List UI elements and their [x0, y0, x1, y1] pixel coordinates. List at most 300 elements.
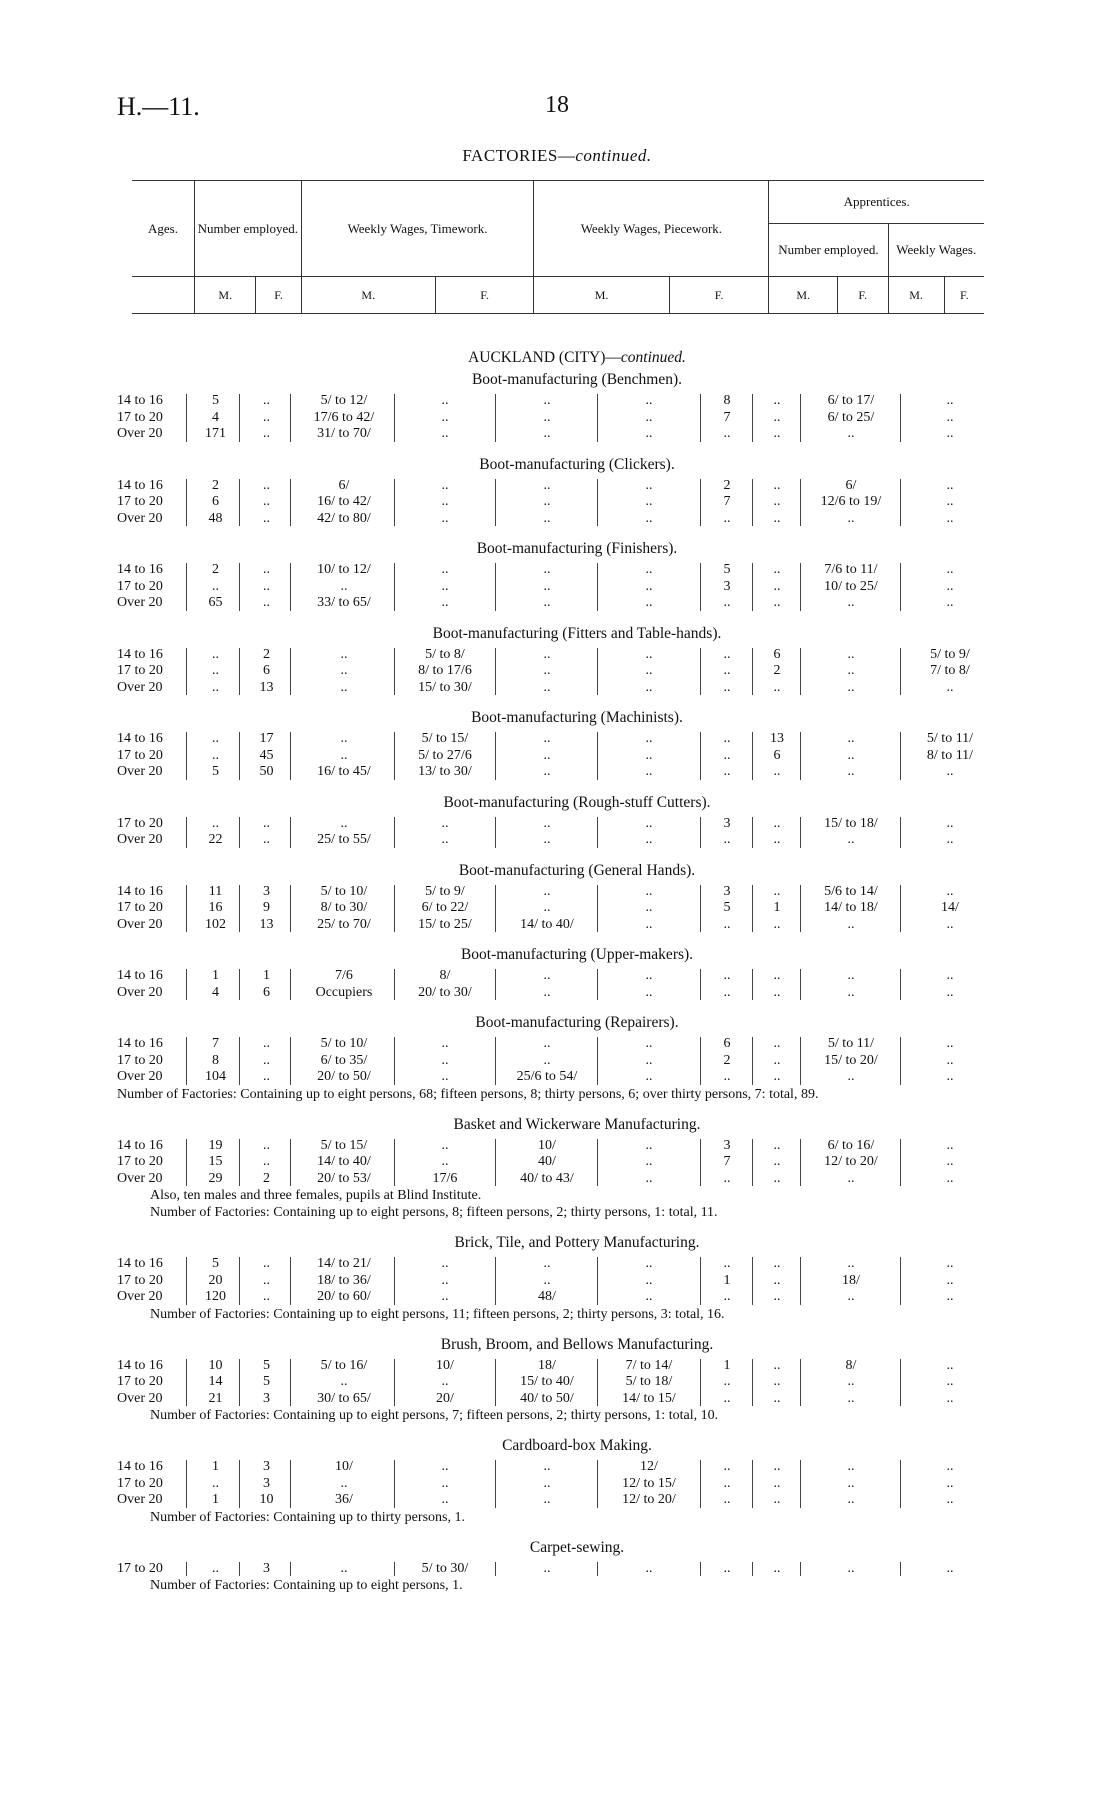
appr-number-m-cell: .. — [723, 832, 731, 847]
column-rule — [900, 732, 901, 780]
f-header: F. — [435, 277, 534, 314]
number-m-cell: .. — [212, 663, 219, 678]
appr-number-f-cell: .. — [773, 1272, 781, 1288]
appr-number-m-cell: .. — [723, 731, 731, 746]
table-row — [0, 511, 1114, 528]
age-cell: 17 to 20 — [117, 1272, 163, 1288]
column-rule — [700, 817, 701, 848]
m-header: M. — [769, 277, 838, 314]
section-note: Number of Factories: Containing up to thirty persons, 1. — [150, 1509, 465, 1525]
timework-f-cell: .. — [441, 595, 449, 610]
age-cell: Over 20 — [117, 764, 163, 779]
piecework-f-cell: .. — [645, 1170, 653, 1186]
timework-m-cell: .. — [340, 1475, 348, 1491]
piecework-f-cell: .. — [645, 578, 653, 594]
number-f-cell: .. — [263, 1052, 270, 1068]
appr-wages-f-cell: 14/ — [941, 900, 959, 915]
appr-number-m-cell: 7 — [723, 1154, 731, 1169]
timework-m-cell: .. — [340, 1374, 348, 1389]
piecework-m-cell: .. — [543, 815, 551, 831]
section — [0, 1115, 1114, 1222]
piecework-f-cell: .. — [645, 409, 653, 425]
section-note: Number of Factories: Containing up to eight persons, 11; fifteen persons, 2; thirty persons, 3: total, 16. — [150, 1306, 725, 1322]
m-header: M. — [301, 277, 435, 314]
appr-wages-f-cell: .. — [946, 764, 954, 779]
column-rule — [700, 1359, 701, 1407]
appr-number-m-cell: .. — [723, 646, 731, 662]
number-f-cell: 5 — [263, 1374, 270, 1389]
piecework-m-cell: .. — [543, 494, 551, 509]
section — [0, 455, 1114, 528]
column-rule — [394, 1139, 395, 1187]
age-cell: 17 to 20 — [117, 747, 163, 763]
piecework-f-cell: .. — [645, 426, 653, 441]
appr-wages-f-cell: .. — [946, 984, 954, 1000]
piecework-m-cell: .. — [543, 1459, 551, 1474]
section — [0, 1436, 1114, 1526]
section-title: Boot-manufacturing (Upper-makers). — [460, 946, 694, 963]
appr-number-f-cell: .. — [773, 832, 781, 847]
column-rule — [800, 479, 801, 527]
number-f-cell: 50 — [259, 764, 274, 779]
appr-number-f-cell: .. — [773, 1560, 781, 1576]
timework-f-cell: 13/ to 30/ — [418, 764, 472, 779]
appr-wages-f-cell: .. — [946, 562, 954, 577]
timework-m-cell: 5/ to 12/ — [320, 393, 368, 408]
table-row — [0, 1561, 1114, 1578]
column-rule — [900, 885, 901, 933]
age-cell: 17 to 20 — [117, 663, 163, 678]
column-rule — [239, 817, 240, 848]
appr-wages-f-cell: .. — [946, 679, 954, 695]
document-id: H.—11. — [117, 92, 200, 121]
timework-f-cell: 10/ — [436, 1357, 454, 1373]
piecework-m-cell: .. — [543, 832, 551, 847]
table-row — [0, 647, 1114, 664]
table-row — [0, 1154, 1114, 1171]
piecework-f-cell: .. — [645, 646, 653, 662]
appr-number-f-cell: .. — [773, 1390, 781, 1406]
column-rule — [800, 885, 801, 933]
timework-m-cell: 14/ to 21/ — [317, 1256, 371, 1271]
number-m-cell: 48 — [208, 510, 223, 526]
number-m-cell: .. — [212, 679, 219, 695]
column-rule — [597, 732, 598, 780]
appr-number-f-cell: 6 — [773, 646, 781, 662]
appr-wages-m-cell: .. — [847, 1256, 855, 1271]
appr-wages-m-cell: .. — [847, 1289, 855, 1304]
section — [0, 348, 1114, 368]
timework-m-cell: 5/ to 15/ — [320, 1137, 368, 1153]
piecework-f-cell: .. — [645, 663, 653, 678]
piecework-m-cell: 40/ to 43/ — [520, 1170, 574, 1186]
appr-number-m-cell: 5 — [723, 900, 731, 915]
table-row — [0, 985, 1114, 1002]
number-f-cell: .. — [263, 510, 270, 526]
number-f-cell: .. — [263, 477, 270, 493]
number-f-cell: .. — [263, 1137, 270, 1153]
section — [0, 624, 1114, 697]
appr-wages-m-cell: 10/ to 25/ — [824, 578, 878, 594]
piecework-m-cell: .. — [543, 747, 551, 763]
timework-f-cell: 5/ to 27/6 — [418, 747, 472, 763]
column-rule — [239, 1139, 240, 1187]
number-f-cell: 45 — [259, 747, 274, 763]
appr-wages-f-cell: .. — [946, 477, 954, 493]
piecework-m-cell: .. — [543, 595, 551, 610]
number-m-cell: .. — [212, 578, 219, 594]
piecework-m-cell: .. — [543, 562, 551, 577]
appr-wages-f-cell: .. — [946, 968, 954, 983]
column-rule — [495, 1359, 496, 1407]
appr-number-m-cell: .. — [723, 663, 731, 678]
column-rule — [800, 648, 801, 696]
column-rule — [394, 648, 395, 696]
timework-f-cell: .. — [441, 494, 449, 509]
age-cell: Over 20 — [117, 595, 163, 610]
number-f-cell: .. — [263, 815, 270, 831]
timework-m-cell: 5/ to 10/ — [320, 1036, 368, 1051]
appr-number-f-cell: .. — [773, 595, 781, 610]
column-rule — [394, 479, 395, 527]
section-rows — [0, 1138, 1114, 1188]
section — [0, 708, 1114, 781]
timework-f-cell: 15/ to 30/ — [418, 679, 472, 695]
timework-m-cell: 25/ to 70/ — [317, 916, 371, 932]
column-rule — [597, 885, 598, 933]
number-m-cell: 11 — [208, 883, 223, 899]
appr-wages-m-cell: 5/ to 11/ — [827, 1036, 875, 1051]
number-f-cell: .. — [263, 562, 270, 577]
appr-number-f-cell: .. — [773, 1459, 781, 1474]
section-title: Boot-manufacturing (Repairers). — [475, 1014, 679, 1031]
column-rule — [800, 732, 801, 780]
timework-m-cell: 14/ to 40/ — [317, 1154, 371, 1169]
column-rule — [597, 1139, 598, 1187]
appr-wages-f-cell: .. — [946, 1036, 954, 1051]
number-m-cell: 7 — [212, 1036, 219, 1051]
table-row — [0, 1053, 1114, 1070]
appr-number-f-cell: .. — [773, 510, 781, 526]
piecework-f-cell: .. — [645, 679, 653, 695]
number-f-cell: 3 — [263, 883, 270, 899]
column-rule — [800, 1562, 801, 1577]
timework-f-cell: 15/ to 25/ — [418, 916, 472, 932]
age-cell: 17 to 20 — [117, 1475, 163, 1491]
appr-wages-m-cell: .. — [847, 510, 855, 526]
appr-wages-m-cell: .. — [847, 968, 855, 983]
column-rule — [239, 1359, 240, 1407]
piecework-m-cell: 40/ to 50/ — [520, 1390, 574, 1406]
appr-number-m-cell: 3 — [723, 815, 731, 831]
number-m-cell: 5 — [212, 1256, 219, 1271]
column-rule — [239, 1460, 240, 1508]
column-rule — [752, 479, 753, 527]
appr-wages-f-cell: .. — [946, 578, 954, 594]
appr-wages-m-cell: 12/6 to 19/ — [820, 494, 882, 509]
column-rule — [752, 969, 753, 1000]
timework-f-cell: .. — [441, 426, 449, 441]
piecework-f-cell: 12/ — [640, 1459, 658, 1474]
column-rule — [495, 394, 496, 442]
column-rule — [900, 817, 901, 848]
appr-number-f-cell: .. — [773, 883, 781, 899]
ages-header: Ages. — [132, 181, 195, 277]
piecework-m-cell: .. — [543, 393, 551, 408]
appr-number-f-cell: .. — [773, 1357, 781, 1373]
column-rule — [700, 648, 701, 696]
piecework-m-cell: .. — [543, 1052, 551, 1068]
section — [0, 1335, 1114, 1425]
number-m-cell: 10 — [208, 1357, 223, 1373]
age-cell: Over 20 — [117, 510, 163, 526]
column-rule — [186, 1037, 187, 1085]
column-rule — [186, 969, 187, 1000]
piecework-m-cell: .. — [543, 477, 551, 493]
column-rule — [186, 1139, 187, 1187]
age-cell: Over 20 — [117, 1170, 163, 1186]
column-rule — [394, 1257, 395, 1305]
timework-m-cell: 6/ — [338, 477, 350, 493]
appr-number-f-cell: .. — [773, 578, 781, 594]
section-title: Boot-manufacturing (Fitters and Table-hands). — [432, 624, 722, 642]
appr-number-m-cell: .. — [723, 510, 731, 526]
timework-m-cell: .. — [340, 731, 348, 746]
age-cell: Over 20 — [117, 832, 163, 847]
timework-m-cell: 36/ — [335, 1492, 353, 1507]
appr-number-m-cell: .. — [723, 1069, 731, 1084]
timework-m-cell: 17/6 to 42/ — [313, 409, 375, 425]
f-header: F. — [256, 277, 301, 314]
appr-number-f-cell: .. — [773, 393, 781, 408]
timework-m-cell: 5/ to 10/ — [320, 883, 368, 899]
column-rule — [597, 969, 598, 1000]
appr-number-m-cell: .. — [723, 968, 731, 983]
timework-m-cell: 20/ to 53/ — [317, 1170, 371, 1186]
age-cell: 14 to 16 — [117, 1137, 163, 1153]
age-cell: 17 to 20 — [117, 815, 163, 831]
piecework-m-cell: .. — [543, 731, 551, 746]
column-rule — [800, 1460, 801, 1508]
timework-m-cell: 31/ to 70/ — [317, 426, 371, 441]
column-rule — [700, 563, 701, 611]
section-rows — [0, 884, 1114, 934]
appr-wages-f-cell: .. — [946, 1374, 954, 1389]
appr-wages-m-cell: .. — [847, 764, 855, 779]
column-rule — [239, 1257, 240, 1305]
piecework-m-cell: .. — [543, 679, 551, 695]
column-rule — [597, 648, 598, 696]
section-rows — [0, 968, 1114, 1001]
piecework-f-cell: 7/ to 14/ — [625, 1357, 673, 1373]
number-m-cell: 16 — [208, 900, 223, 915]
appr-wages-m-cell: 8/ — [845, 1357, 857, 1373]
timework-f-cell: .. — [441, 832, 449, 847]
appr-number-m-cell: 8 — [723, 393, 731, 408]
table-row — [0, 1273, 1114, 1290]
appr-number-f-cell: 2 — [773, 663, 781, 678]
column-rule — [495, 732, 496, 780]
piecework-f-cell: .. — [645, 747, 653, 763]
appr-number-f-cell: .. — [773, 916, 781, 932]
table-row — [0, 1459, 1114, 1476]
column-rule — [752, 563, 753, 611]
table-row — [0, 494, 1114, 511]
appr-wages-m-cell: .. — [847, 731, 855, 746]
column-rule — [239, 648, 240, 696]
piecework-m-cell: 48/ — [538, 1289, 556, 1304]
section-rows — [0, 647, 1114, 697]
appr-number-f-cell: .. — [773, 1052, 781, 1068]
column-rule — [900, 479, 901, 527]
section-note: Number of Factories: Containing up to eight persons, 68; fifteen persons, 8; thirty persons, 6; over thirty persons, 7: total, 89. — [117, 1086, 819, 1102]
piecework-f-cell: .. — [645, 1154, 653, 1169]
column-rule — [900, 1359, 901, 1407]
column-rule — [800, 817, 801, 848]
column-rule — [495, 1037, 496, 1085]
appr-wages-m-cell: .. — [847, 1170, 855, 1186]
column-rule — [700, 1257, 701, 1305]
appr-wages-m-cell: 15/ to 18/ — [824, 815, 878, 831]
column-rule — [597, 1460, 598, 1508]
appr-wages-m-cell: .. — [847, 426, 855, 441]
column-rule — [186, 885, 187, 933]
age-cell: 14 to 16 — [117, 1357, 163, 1373]
number-f-cell: .. — [263, 832, 270, 847]
section-rows — [0, 1036, 1114, 1086]
appr-number-m-cell: .. — [723, 595, 731, 610]
age-cell: 14 to 16 — [117, 1256, 163, 1271]
table-row — [0, 1391, 1114, 1408]
section-rows — [0, 1561, 1114, 1578]
appr-wages-m-cell: .. — [847, 1492, 855, 1507]
appr-number-m-cell: .. — [723, 1256, 731, 1271]
age-cell: 17 to 20 — [117, 1374, 163, 1389]
timework-f-cell: .. — [441, 815, 449, 831]
section-title: Boot-manufacturing (Clickers). — [479, 455, 675, 473]
column-rule — [752, 648, 753, 696]
timework-f-cell: 5/ to 8/ — [425, 646, 465, 662]
piecework-f-cell: .. — [645, 393, 653, 408]
number-f-cell: 17 — [259, 731, 274, 746]
appr-number-f-cell: .. — [773, 679, 781, 695]
timework-f-cell: .. — [441, 1374, 449, 1389]
piecework-f-cell: .. — [645, 764, 653, 779]
column-rule — [900, 1460, 901, 1508]
number-m-cell: 14 — [208, 1374, 223, 1389]
timework-m-cell: 7/6 — [335, 968, 353, 983]
column-rule — [597, 563, 598, 611]
appr-wages-m-cell: 18/ — [842, 1272, 860, 1288]
piecework-f-cell: .. — [645, 984, 653, 1000]
column-rule — [495, 969, 496, 1000]
age-cell: Over 20 — [117, 916, 163, 932]
column-rule — [290, 1257, 291, 1305]
m-header: M. — [195, 277, 256, 314]
piecework-m-cell: .. — [543, 1560, 551, 1576]
appr-wages-m-cell: .. — [847, 595, 855, 610]
number-f-cell: 2 — [263, 1170, 270, 1186]
timework-f-cell: 20/ — [436, 1390, 454, 1406]
appr-number-f-cell: .. — [773, 1170, 781, 1186]
column-rule — [186, 817, 187, 848]
column-rule — [186, 563, 187, 611]
timework-m-cell: Occupiers — [315, 984, 373, 1000]
column-rule — [752, 1562, 753, 1577]
appr-wages-f-cell: .. — [946, 1272, 954, 1288]
column-rule — [290, 885, 291, 933]
column-rule — [394, 1562, 395, 1577]
section — [0, 945, 1114, 1001]
timework-f-cell: .. — [441, 1137, 449, 1153]
column-rule — [900, 563, 901, 611]
number-m-cell: 5 — [212, 764, 219, 779]
appr-wages-f-cell: .. — [946, 393, 954, 408]
age-cell: 14 to 16 — [117, 1036, 163, 1051]
piecework-m-cell: .. — [543, 1036, 551, 1051]
section-title: Basket and Wickerware Manufacturing. — [453, 1115, 701, 1133]
appr-number-m-cell: .. — [723, 679, 731, 695]
age-cell: 17 to 20 — [117, 1560, 163, 1576]
table-row — [0, 680, 1114, 697]
column-rule — [752, 732, 753, 780]
appr-wages-m-cell: 6/ to 25/ — [827, 409, 875, 425]
piecework-f-cell: .. — [645, 1069, 653, 1084]
piecework-m-cell: .. — [543, 646, 551, 662]
appr-number-m-cell: .. — [723, 1560, 731, 1576]
appr-number-m-cell: .. — [723, 1475, 731, 1491]
section-title: Boot-manufacturing (Rough-stuff Cutters). — [443, 793, 711, 811]
appr-number-f-cell: .. — [773, 1137, 781, 1153]
number-f-cell: .. — [263, 409, 270, 425]
table-row — [0, 1138, 1114, 1155]
age-cell: Over 20 — [117, 1289, 163, 1304]
table-row — [0, 1171, 1114, 1188]
section-note: Number of Factories: Containing up to eight persons, 7; fifteen persons, 2; thirty persons, 1: total, 10. — [150, 1408, 719, 1423]
column-rule — [700, 885, 701, 933]
appr-wages-m-cell: .. — [847, 832, 855, 847]
timework-f-cell: 8/ — [439, 968, 451, 983]
column-rule — [700, 732, 701, 780]
piecework-f-cell: .. — [645, 1052, 653, 1068]
m-header: M. — [534, 277, 669, 314]
appr-number-m-cell: .. — [723, 1289, 731, 1304]
number-f-cell: .. — [263, 1036, 270, 1051]
column-rule — [290, 394, 291, 442]
section-title: Cardboard-box Making. — [502, 1437, 652, 1454]
column-rule — [239, 563, 240, 611]
table-row — [0, 832, 1114, 849]
appr-number-m-cell: .. — [723, 1390, 731, 1406]
timework-m-cell: 42/ to 80/ — [317, 510, 371, 526]
column-rule — [900, 648, 901, 696]
page-number: 18 — [545, 92, 569, 118]
appr-wages-f-cell: .. — [946, 1052, 954, 1068]
age-cell: 17 to 20 — [117, 900, 163, 915]
column-rule — [495, 885, 496, 933]
age-cell: 14 to 16 — [117, 1459, 163, 1474]
column-rule — [752, 1257, 753, 1305]
appr-number-f-cell: .. — [773, 1374, 781, 1389]
appr-number-f-cell: .. — [773, 984, 781, 1000]
table-row — [0, 900, 1114, 917]
piecework-f-cell: .. — [645, 731, 653, 746]
f-header: F. — [838, 277, 888, 314]
appr-number-m-cell: 2 — [723, 477, 731, 493]
column-rule — [290, 563, 291, 611]
appr-number-m-cell: .. — [723, 764, 731, 779]
age-cell: 14 to 16 — [117, 968, 163, 983]
